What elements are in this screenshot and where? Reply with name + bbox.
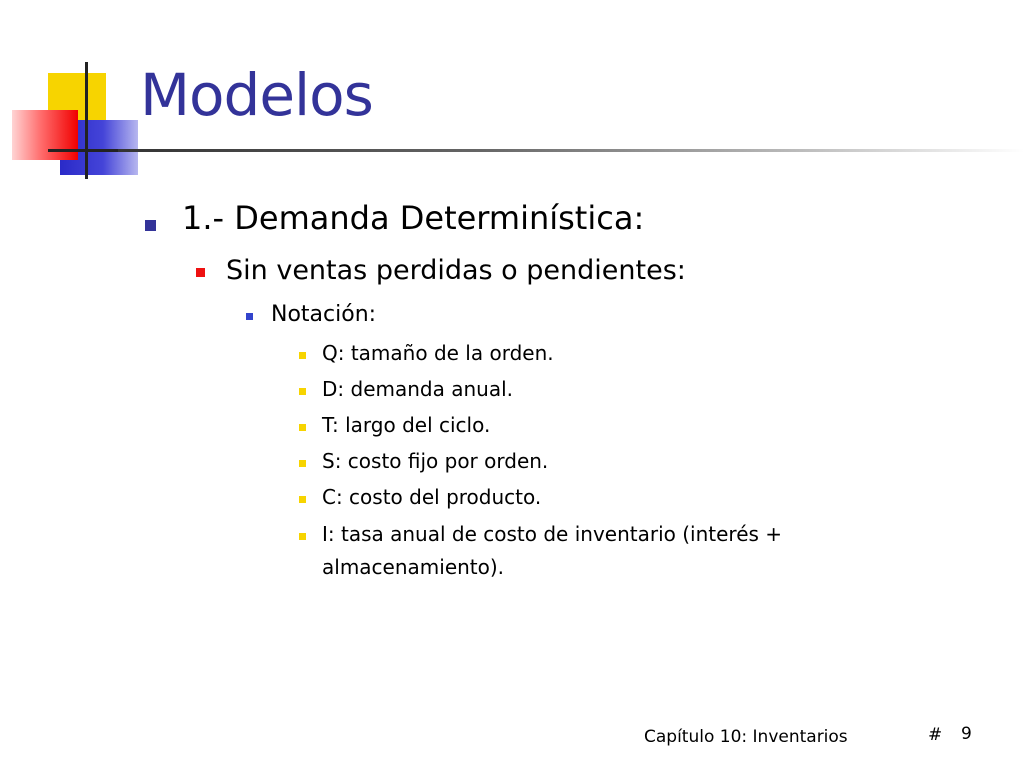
logo-red-square: [12, 110, 78, 160]
notation-item: Q: tamaño de la orden.: [322, 341, 554, 365]
footer-chapter: Capítulo 10: Inventarios: [644, 727, 848, 747]
notation-item: S: costo fijo por orden.: [322, 449, 549, 473]
bullet-text-level3: Notación:: [271, 302, 377, 327]
notation-item: D: demanda anual.: [322, 377, 513, 401]
slide-number: 9: [961, 724, 972, 744]
notation-item: T: largo del ciclo.: [322, 413, 491, 437]
slide-number-symbol: #: [928, 725, 943, 745]
title-underline: [118, 149, 1024, 152]
bullet-level4: [299, 533, 306, 540]
bullet-level4: [299, 424, 306, 431]
notation-item: C: costo del producto.: [322, 485, 542, 509]
bullet-level4: [299, 388, 306, 395]
notation-item-continuation: almacenamiento).: [322, 555, 505, 579]
bullet-level4: [299, 460, 306, 467]
bullet-level4: [299, 496, 306, 503]
bullet-text-level1: 1.- Demanda Determinística:: [182, 199, 645, 237]
logo-horizontal-line: [48, 149, 118, 152]
bullet-text-level2: Sin ventas perdidas o pendientes:: [226, 255, 686, 286]
bullet-level2: [196, 268, 205, 277]
bullet-level3: [246, 313, 253, 320]
notation-item: I: tasa anual de costo de inventario (interés +: [322, 522, 783, 546]
bullet-level4: [299, 352, 306, 359]
logo-vertical-line: [85, 62, 88, 179]
slide-title: Modelos: [140, 61, 373, 129]
bullet-level1: [145, 220, 156, 231]
